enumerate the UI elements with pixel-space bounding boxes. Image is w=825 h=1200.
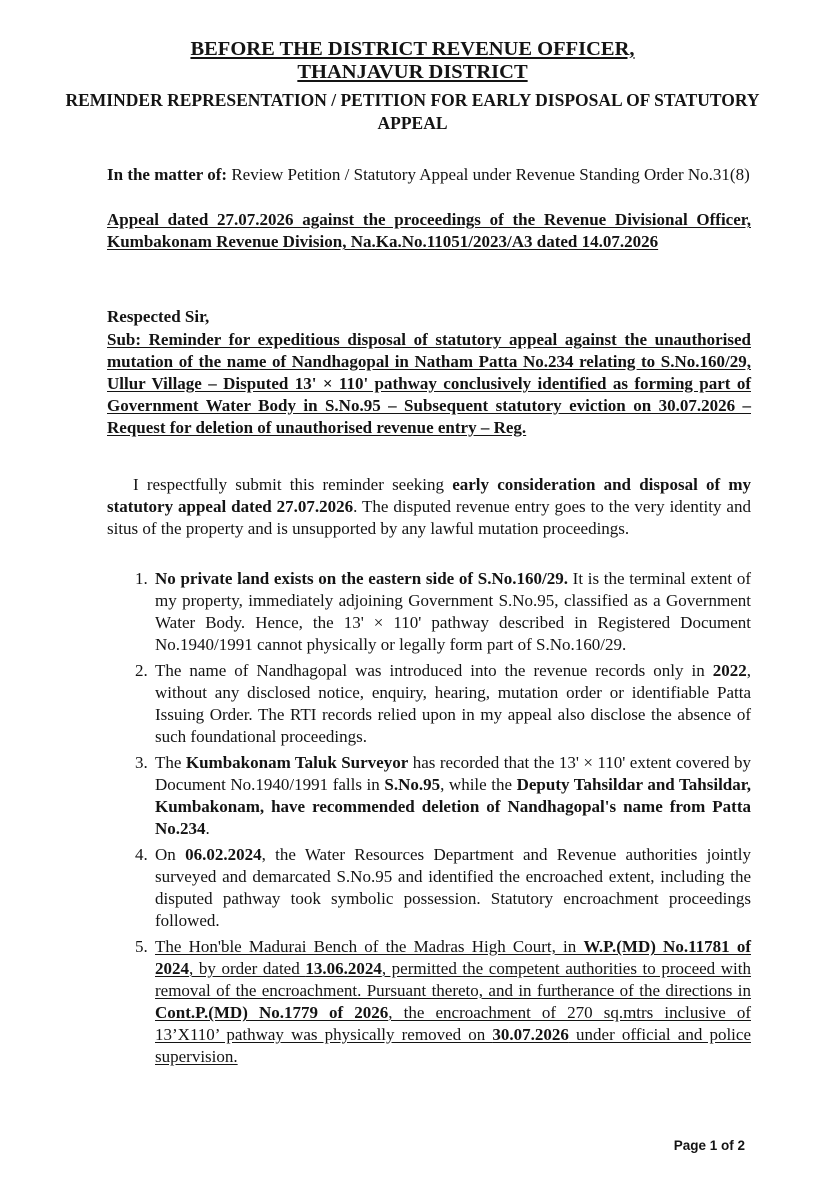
point-bold: 13.06.2024 xyxy=(305,959,382,978)
point-bold: No private land exists on the eastern side of S.No.160/29. xyxy=(155,569,568,588)
point-text: . xyxy=(205,819,210,838)
intro-paragraph xyxy=(107,474,751,540)
addressee-line-2: THANJAVUR DISTRICT xyxy=(297,61,528,83)
document-title: REMINDER REPRESENTATION / PETITION FOR EARLY DISPOSAL OF STATUTORY APPEAL xyxy=(65,90,760,133)
list-number: 2. xyxy=(135,661,148,680)
point-bold: 06.02.2024 xyxy=(185,845,262,864)
point-bold: S.No.95 xyxy=(384,775,441,794)
matter-line xyxy=(107,164,751,186)
point-text: The xyxy=(155,753,186,772)
list-item xyxy=(107,752,751,840)
point-text: , the Water Resources Department and Revenue authorities jointly surveyed and demarcated S.No.95 and identified the encroached extent, including the disputed pathway took symbolic possession. Statutory encroachment proceedings followed. xyxy=(155,845,751,930)
point-text: The name of Nandhagopal was introduced into the revenue records only in xyxy=(155,661,713,680)
point-bold: Kumbakonam Taluk Surveyor xyxy=(185,753,409,772)
point-text: It is the terminal extent of my property, immediately adjoining Government S.No.95, classified as a Government Water Body. Hence, the 13' × 110' pathway described in Registered Document No.1940/1991 cannot physically or legally form part of S.No.160/29. xyxy=(155,569,751,654)
point-text: , permitted the competent authorities to proceed with removal of the encroachment. Pursuant thereto, and in furtherance of the directions in xyxy=(155,959,751,1000)
point-bold: 30.07.2026 xyxy=(492,1025,569,1044)
list-item xyxy=(107,568,751,656)
appeal-reference: Appeal dated 27.07.2026 against the proceedings of the Revenue Divisional Officer, Kumbakonam Revenue Division, Na.Ka.No.11051/2023/A3 dated 14.07.2026 xyxy=(107,210,751,251)
salutation: Respected Sir, xyxy=(107,307,210,326)
matter-label: In the matter of: xyxy=(107,165,228,184)
point-text: under official and police supervision. xyxy=(155,1025,751,1066)
point-bold: Cont.P.(MD) No.1779 of 2026 xyxy=(155,1003,389,1022)
list-item xyxy=(107,660,751,748)
point-text: , while the xyxy=(440,775,517,794)
point-text: On xyxy=(155,845,186,864)
addressee-heading xyxy=(0,38,825,84)
list-number: 4. xyxy=(135,845,148,864)
point-bold: Deputy Tahsildar and Tahsildar, Kumbakonam, have recommended deletion of Nandhagopal's name from Patta No.234 xyxy=(155,775,751,838)
intro-text-a: I respectfully submit this reminder seeking xyxy=(133,475,453,494)
point-bold: W.P.(MD) No.11781 of 2024 xyxy=(155,937,751,978)
intro-text-bold: early consideration and disposal of my statutory appeal dated 27.07.2026 xyxy=(107,475,751,516)
point-text: , without any disclosed notice, enquiry, hearing, mutation order or identifiable Patta Issuing Order. The RTI records relied upon in my appeal also disclose the absence of such foundational proceedings. xyxy=(155,661,751,746)
page-number: Page 1 of 2 xyxy=(673,1138,745,1153)
numbered-points xyxy=(107,568,751,1068)
subject-line: Sub: Reminder for expeditious disposal of statutory appeal against the unauthorised mutation of the name of Nandhagopal in Natham Patta No.234 relating to S.No.160/29, Ullur Village – Disputed 13' × 110' pathway conclusively identified as forming part of Government Water Body in S.No.95 – Subsequent statutory eviction on 30.07.2026 – Request for deletion of unauthorised revenue entry – Reg. xyxy=(107,330,751,437)
list-item xyxy=(107,936,751,1068)
point-text: , by order dated xyxy=(189,959,306,978)
point-text: The Hon'ble Madurai Bench of the Madras High Court, in xyxy=(155,937,584,956)
matter-text: Review Petition / Statutory Appeal under Revenue Standing Order No.31(8) xyxy=(227,165,750,184)
list-item xyxy=(107,844,751,932)
list-number: 5. xyxy=(135,937,148,956)
addressee-line-1: BEFORE THE DISTRICT REVENUE OFFICER, xyxy=(190,38,635,60)
point-text: has recorded that the 13' × 110' extent covered by Document No.1940/1991 falls in xyxy=(155,753,752,794)
point-bold: 2022 xyxy=(712,661,747,680)
point-text: , the encroachment of 270 sq.mtrs inclusive of 13’X110’ pathway was physically removed on xyxy=(155,1003,751,1044)
intro-text-c: . The disputed revenue entry goes to the very identity and situs of the property and is unsupported by any lawful mutation proceedings. xyxy=(107,497,751,538)
list-number: 1. xyxy=(135,569,148,588)
list-number: 3. xyxy=(135,753,148,772)
